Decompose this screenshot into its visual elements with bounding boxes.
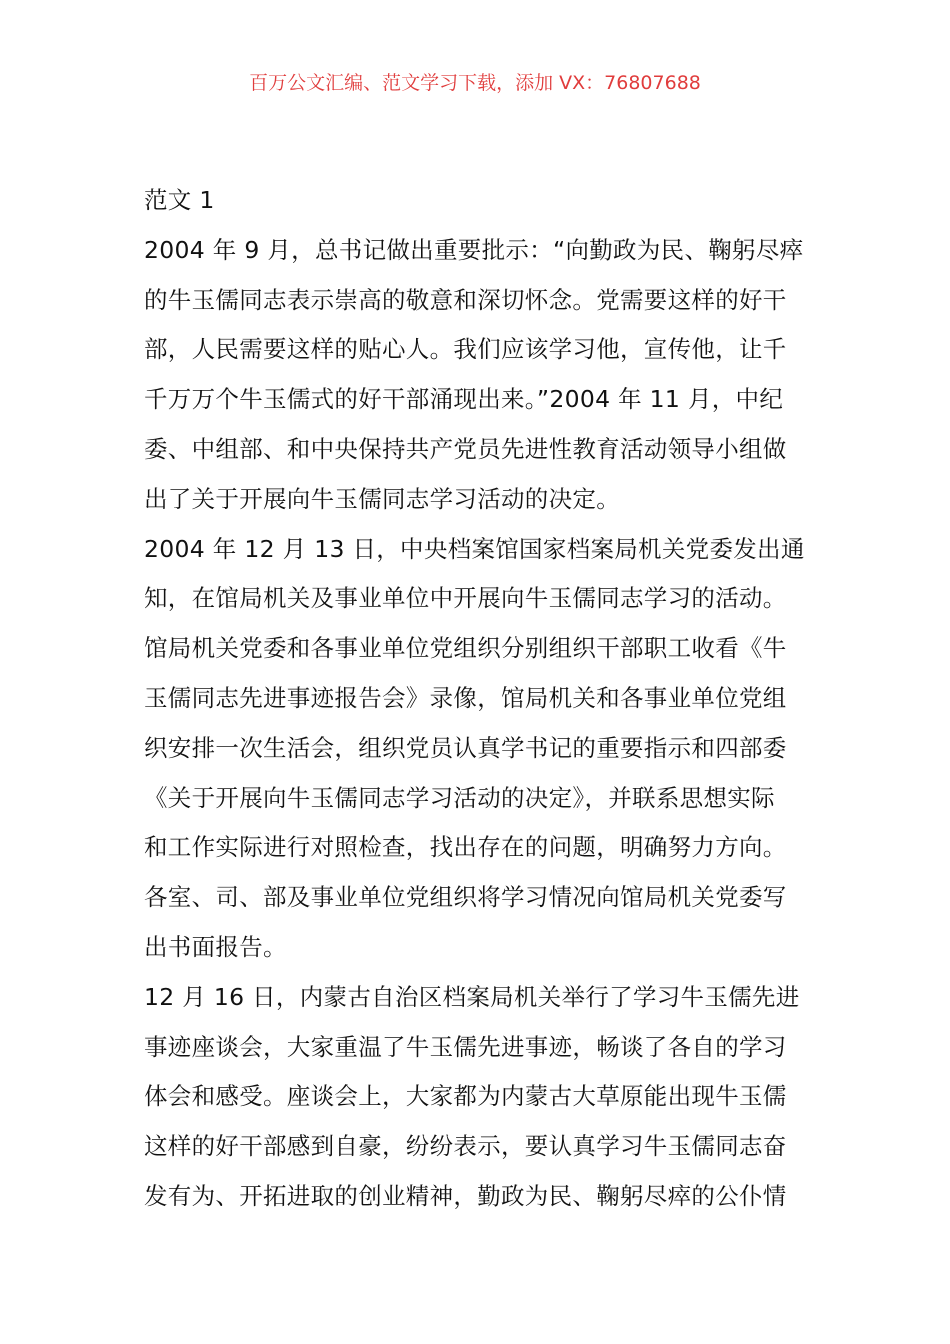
text-line: 和工作实际进行对照检查，找出存在的问题，明确努力方向。 — [144, 833, 787, 862]
text-line: 委、中组部、和中央保持共产党员先进性教育活动领导小组做 — [144, 434, 787, 463]
text-line: 出书面报告。 — [144, 932, 287, 961]
text-line: 的牛玉儒同志表示崇高的敬意和深切怀念。党需要这样的好干 — [144, 285, 787, 314]
text-line: 2004 年 12 月 13 日，中央档案馆国家档案局机关党委发出通 — [144, 534, 805, 563]
document-body — [144, 183, 824, 1229]
text-line: 千万万个牛玉儒式的好干部涌现出来。”2004 年 11 月，中纪 — [144, 385, 784, 414]
text-line: 2004 年 9 月，总书记做出重要批示：“向勤政为民、鞠躬尽瘁 — [144, 235, 804, 264]
text-line: 馆局机关党委和各事业单位党组织分别组织干部职工收看《牛 — [144, 634, 787, 663]
text-line: 体会和感受。座谈会上，大家都为内蒙古大草原能出现牛玉儒 — [144, 1082, 787, 1111]
watermark-header: 百万公文汇编、范文学习下载，添加 VX：76807688 — [249, 72, 701, 94]
text-line: 各室、司、部及事业单位党组织将学习情况向馆局机关党委写 — [144, 883, 787, 912]
text-line: 这样的好干部感到自豪，纷纷表示，要认真学习牛玉儒同志奋 — [144, 1132, 787, 1161]
text-line: 12 月 16 日，内蒙古自治区档案局机关举行了学习牛玉儒先进 — [144, 982, 800, 1011]
text-line: 《关于开展向牛玉儒同志学习活动的决定》，并联系思想实际 — [144, 783, 775, 812]
text-line: 发有为、开拓进取的创业精神，勤政为民、鞠躬尽瘁的公仆情 — [144, 1181, 787, 1210]
text-line: 出了关于开展向牛玉儒同志学习活动的决定。 — [144, 484, 620, 513]
text-line: 织安排一次生活会，组织党员认真学书记的重要指示和四部委 — [144, 733, 787, 762]
text-line: 部，人民需要这样的贴心人。我们应该学习他，宣传他，让千 — [144, 335, 787, 364]
text-line: 知，在馆局机关及事业单位中开展向牛玉儒同志学习的活动。 — [144, 584, 787, 613]
text-line: 事迹座谈会，大家重温了牛玉儒先进事迹，畅谈了各自的学习 — [144, 1032, 787, 1061]
document-heading: 范文 1 — [144, 186, 215, 214]
text-line: 玉儒同志先进事迹报告会》录像，馆局机关和各事业单位党组 — [144, 683, 787, 712]
